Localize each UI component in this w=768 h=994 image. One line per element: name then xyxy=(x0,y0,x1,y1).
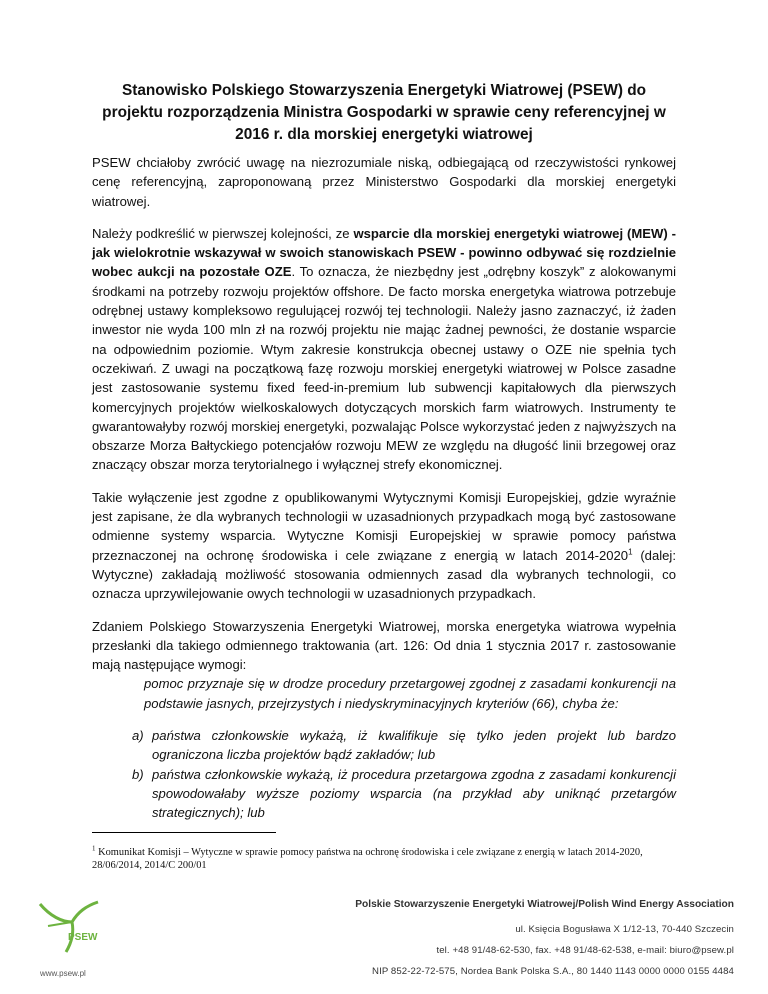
contact-line: tel. +48 91/48-62-530, fax. +48 91/48-62-538, e-mail: biuro@psew.pl xyxy=(436,945,734,956)
document-title: Stanowisko Polskiego Stowarzyszenia Energetyki Wiatrowej (PSEW) do projektu rozporządzenia Ministra Gospodarki w sprawie ceny referencyjnej w 2016 r. dla morskiej energetyki wiatrowej xyxy=(102,82,666,143)
list-text: państwa członkowskie wykażą, iż kwalifikuje się tylko jeden projekt lub bardzo ograniczona liczba projektów bądź zakładów; lub xyxy=(152,728,676,763)
paragraph-3-part-b: (dalej: Wytyczne) zakładają możliwość stosowania odmiennych zasad dla wybranych technologii, co oznacza uprzywilejowanie owych technologii w uzasadnionych przypadkach. xyxy=(92,547,676,602)
organization-name: Polskie Stowarzyszenie Energetyki Wiatrowej/Polish Wind Energy Association xyxy=(355,899,734,910)
footnote-text: Komunikat Komisji – Wytyczne w sprawie pomocy państwa na ochronę środowiska i cele związane z energią w latach 2014-2020, 28/06/2014, 2014/C 200/01 xyxy=(92,847,643,871)
paragraph-2-bold: wsparcie dla morskiej energetyki wiatrowej (MEW) - jak wielokrotnie wskazywał w swoich stanowiskach PSEW - powinno odbywać się rozdzielnie wobec aukcji na pozostałe OZE xyxy=(92,225,676,280)
document-body xyxy=(92,153,676,823)
letterhead-footer xyxy=(355,899,734,987)
paragraph-3 xyxy=(92,488,676,604)
address-line: ul. Księcia Bogusława X 1/12-13, 70-440 Szczecin xyxy=(515,924,734,935)
list-text: państwa członkowskie wykażą, iż procedura przetargowa zgodna z zasadami konkurencji spowodowałaby wyższe poziomy wsparcia (na przykład aby uniknąć przetargów strategicznych); lub xyxy=(152,766,676,821)
paragraph-2 xyxy=(92,224,676,475)
paragraph-2-rest: . To oznacza, że niezbędny jest „odrębny koszyk” z alokowanymi środkami na potrzeby rozwoju projektów offshore. De facto morska energetyka wiatrowa potrzebuje odrębnej ustawy kompleksowo regulującej rozwój tej technologii. Należy jasno zaznaczyć, iż żaden inwestor nie wyda 100 mln zł na rozwój projektu nie mając żadnej pewności, że dostanie wsparcie na odpowiednim poziomie. Wtym zakresie konstrukcja obecnej ustawy o OZE nie spełnia tych oczekiwań. Z uwagi na początkową fazę rozwoju morskiej energetyki wiatrowej w Polsce zasadne jest zastosowanie systemu fixed feed-in-premium lub subwencji kapitałowych dla pierwszych komercyjnych projektów wielkoskalowych dotyczących morskich farm wiatrowych. Instrumenty te gwarantowałyby rozwój morskiej energetyki, pozwalając Polsce wykorzystać jeden z najwyższych na obszarze Morza Bałtyckiego potencjałów rozwoju MEW ze względu na długość linii brzegowej oraz znaczący obszar morza terytorialnego i wyłącznej strefy ekonomicznej. xyxy=(92,264,676,473)
paragraph-3-part-a: Takie wyłączenie jest zgodne z opublikowanymi Wytycznymi Komisji Europejskiej, gdzie wyraźnie jest zapisane, że dla wybranych technologii w uzasadnionych przypadkach mogą być zastosowane odmienne systemy wsparcia. Wytyczne Komisji Europejskiej w sprawie pomocy państwa przeznaczonej na ochronę środowiska i cele związane z energią w latach 2014-2020 xyxy=(92,489,676,563)
paragraph-1: PSEW chciałoby zwrócić uwagę na niezrozumiale niską, odbiegającą od rzeczywistości rynkowej cenę referencyjną, zaproponowaną przez Ministerstwo Gospodarki dla morskiej energetyki wiatrowej. xyxy=(92,155,676,209)
paragraph-2-intro: Należy podkreślić w pierwszej kolejności, ze xyxy=(92,225,354,241)
quoted-requirement: pomoc przyznaje się w drodze procedury przetargowej zgodnej z zasadami konkurencji na podstawie jasnych, przejrzystych i niedyskryminacyjnych kryteriów (66), chyba że: xyxy=(144,676,676,711)
list-item xyxy=(92,726,676,765)
list-item xyxy=(92,765,676,823)
list-marker: b) xyxy=(132,766,144,782)
logo-wordmark: PSEW xyxy=(68,932,98,943)
psew-logo-icon xyxy=(28,896,118,956)
paragraph-4: Zdaniem Polskiego Stowarzyszenia Energetyki Wiatrowej, morska energetyka wiatrowa wypełnia przesłanki dla takiego odmiennego traktowania (art. 126: Od dnia 1 stycznia 2017 r. zastosowanie mają następujące wymogi: xyxy=(92,618,676,673)
footnote xyxy=(92,846,676,872)
bank-line: NIP 852-22-72-575, Nordea Bank Polska S.A., 80 1440 1143 0000 0000 0155 4484 xyxy=(372,966,734,977)
footnote-number: 1 xyxy=(92,844,96,853)
website-link[interactable]: www.psew.pl xyxy=(40,969,86,978)
footnote-separator xyxy=(92,832,276,833)
footnote-ref[interactable]: 1 xyxy=(628,547,633,557)
list-marker: a) xyxy=(132,728,144,744)
